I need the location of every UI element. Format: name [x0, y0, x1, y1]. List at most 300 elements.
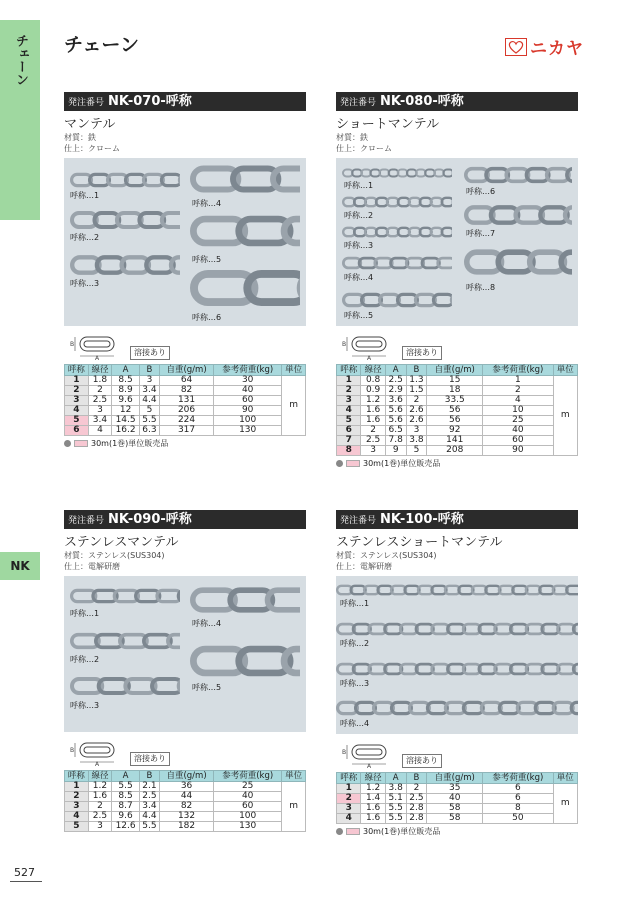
table-cell: 6: [483, 794, 553, 804]
chain-image: [190, 214, 300, 248]
table-cell: 18: [427, 386, 483, 396]
chain-label: 呼称…1: [70, 609, 100, 618]
weld-badge: 溶接あり: [402, 754, 442, 768]
table-cell: 44: [160, 792, 214, 802]
table-cell: 1.2: [361, 784, 385, 794]
chain-label: 呼称…6: [192, 313, 222, 322]
table-cell: 50: [483, 814, 553, 824]
table-cell: 2.5: [139, 792, 159, 802]
table-cell: 0.9: [361, 386, 385, 396]
table-cell: 1.4: [361, 794, 385, 804]
row-code: 4: [65, 812, 89, 822]
row-code: 2: [337, 386, 361, 396]
column-header: 線径: [88, 365, 112, 376]
link-dimension-icon: [342, 742, 394, 768]
table-cell: 2.8: [406, 804, 427, 814]
table-cell: 10: [483, 406, 553, 416]
table-cell: 40: [214, 792, 282, 802]
table-cell: 2.6: [406, 416, 427, 426]
side-tab-label: チェーン: [13, 34, 28, 86]
chain-photo: [336, 158, 578, 326]
table-cell: 12: [112, 406, 140, 416]
row-code: 2: [65, 792, 89, 802]
finish: 仕上：電解研磨: [336, 562, 392, 571]
table-cell: 2: [406, 784, 427, 794]
bullet-icon: [336, 828, 343, 835]
table-cell: 2.5: [406, 794, 427, 804]
link-diagram: [336, 334, 578, 360]
table-row: [337, 804, 578, 814]
table-cell: 206: [160, 406, 214, 416]
link-diagram: [64, 740, 306, 766]
table-cell: 2: [406, 396, 427, 406]
sale-note: [336, 458, 578, 469]
row-code: 1: [337, 784, 361, 794]
column-header: 単位: [282, 771, 306, 782]
chain-image: [190, 164, 300, 194]
table-cell: 2.5: [361, 436, 385, 446]
chain-image: [342, 226, 452, 238]
finish: 仕上：クローム: [336, 144, 392, 153]
material: 材質：ステンレス(SUS304): [336, 551, 437, 560]
table-cell: 1.2: [361, 396, 385, 406]
table-cell: 14.5: [112, 416, 140, 426]
table-cell: 3.4: [88, 416, 112, 426]
section-header: [64, 510, 306, 529]
table-cell: 2.5: [385, 376, 406, 386]
column-header: B: [139, 365, 159, 376]
table-row: [65, 396, 306, 406]
product-name: ステンレスマンテル: [64, 535, 179, 550]
chain-image: [342, 256, 452, 270]
table-row: [337, 814, 578, 824]
table-row: [337, 784, 578, 794]
row-code: 2: [65, 386, 89, 396]
link-diagram: [64, 334, 306, 360]
table-cell: 130: [214, 822, 282, 832]
table-cell: 2.9: [385, 386, 406, 396]
table-cell: 1.2: [88, 782, 112, 792]
order-code: NK-070-呼称: [108, 94, 192, 109]
brand-name: ニカヤ: [530, 39, 584, 59]
chain-label: 呼称…3: [70, 279, 100, 288]
column-header: 参考荷重(kg): [483, 773, 553, 784]
column-header: 参考荷重(kg): [214, 365, 282, 376]
table-row: [337, 794, 578, 804]
row-code: 2: [337, 794, 361, 804]
table-row: [65, 416, 306, 426]
order-code: NK-090-呼称: [108, 512, 192, 527]
chain-image: [342, 292, 452, 308]
column-header: 呼称: [337, 365, 361, 376]
table-cell: 90: [483, 446, 553, 456]
table-cell: 5: [406, 446, 427, 456]
chain-image: [464, 248, 572, 276]
column-header: 単位: [553, 773, 577, 784]
spec-table: [64, 364, 306, 436]
table-cell: 36: [160, 782, 214, 792]
link-dimension-icon: [70, 740, 122, 766]
table-cell: 9.6: [112, 812, 140, 822]
chain-image: [70, 676, 180, 696]
spec-table: [64, 770, 306, 832]
table-cell: 5.5: [139, 416, 159, 426]
table-row: [65, 782, 306, 792]
table-cell: 60: [214, 396, 282, 406]
table-cell: 40: [483, 426, 553, 436]
order-code: NK-100-呼称: [380, 512, 464, 527]
table-cell: 5: [139, 406, 159, 416]
chain-label: 呼称…6: [466, 187, 496, 196]
nk-tab: NK: [0, 552, 40, 580]
side-tab: [0, 20, 40, 220]
order-label: 発注番号: [340, 98, 377, 108]
table-cell: 8: [483, 804, 553, 814]
unit-cell: m: [282, 782, 306, 832]
table-row: [65, 386, 306, 396]
chain-label: 呼称…2: [340, 639, 370, 648]
chain-image: [70, 588, 180, 604]
product-name: ステンレスショートマンテル: [336, 535, 503, 550]
column-header: 自重(g/m): [160, 771, 214, 782]
table-cell: 3: [361, 446, 385, 456]
table-cell: 1: [483, 376, 553, 386]
table-cell: 1.6: [88, 792, 112, 802]
chain-image: [336, 584, 578, 596]
link-diagram: [336, 742, 578, 768]
chain-photo: [64, 158, 306, 326]
section-nk-070: [64, 92, 306, 449]
column-header: 呼称: [65, 365, 89, 376]
order-label: 発注番号: [68, 516, 105, 526]
row-code: 6: [65, 426, 89, 436]
table-cell: 8.5: [112, 376, 140, 386]
table-cell: 130: [214, 426, 282, 436]
chain-label: 呼称…2: [344, 211, 374, 220]
chain-label: 呼称…1: [70, 191, 100, 200]
table-cell: 4.4: [139, 812, 159, 822]
page-title: チェーン: [64, 34, 140, 56]
svg-text:A: A: [367, 355, 372, 360]
table-cell: 6: [483, 784, 553, 794]
column-header: 自重(g/m): [160, 365, 214, 376]
chain-label: 呼称…5: [344, 311, 374, 320]
table-cell: 2.1: [139, 782, 159, 792]
table-cell: 8.7: [112, 802, 140, 812]
chain-image: [70, 632, 180, 650]
weld-badge: 溶接あり: [130, 346, 170, 360]
table-cell: 15: [427, 376, 483, 386]
table-cell: 2.6: [406, 406, 427, 416]
table-row: [65, 792, 306, 802]
column-header: 線径: [361, 365, 385, 376]
table-cell: 3: [88, 822, 112, 832]
row-code: 1: [337, 376, 361, 386]
row-code: 3: [337, 396, 361, 406]
table-cell: 8.9: [112, 386, 140, 396]
page-number-rule: [10, 881, 42, 882]
table-cell: 1.6: [361, 814, 385, 824]
row-code: 3: [337, 804, 361, 814]
table-cell: 8.5: [112, 792, 140, 802]
table-cell: 0.8: [361, 376, 385, 386]
column-header: 単位: [282, 365, 306, 376]
table-cell: 3: [139, 376, 159, 386]
column-header: 線径: [361, 773, 385, 784]
table-cell: 92: [427, 426, 483, 436]
order-code: NK-080-呼称: [380, 94, 464, 109]
chain-image: [190, 268, 300, 308]
table-cell: 6.3: [139, 426, 159, 436]
unit-cell: m: [282, 376, 306, 436]
chain-image: [190, 644, 300, 678]
table-row: [337, 426, 578, 436]
chain-image: [70, 210, 180, 230]
table-cell: 3.8: [385, 784, 406, 794]
svg-text:A: A: [95, 761, 100, 766]
table-cell: 2.5: [88, 396, 112, 406]
table-cell: 35: [427, 784, 483, 794]
table-cell: 3.4: [139, 386, 159, 396]
chain-image: [70, 172, 180, 188]
spec-table: [336, 364, 578, 456]
table-cell: 2.5: [88, 812, 112, 822]
finish: 仕上：クローム: [64, 144, 120, 153]
unit-cell: m: [553, 784, 577, 824]
section-header: [64, 92, 306, 111]
table-cell: 30: [214, 376, 282, 386]
table-cell: 9: [385, 446, 406, 456]
product-name: ショートマンテル: [336, 117, 440, 132]
svg-text:B: B: [70, 747, 75, 754]
table-cell: 4: [483, 396, 553, 406]
chain-photo: [64, 576, 306, 732]
row-code: 4: [337, 406, 361, 416]
table-cell: 3.6: [385, 396, 406, 406]
row-code: 5: [65, 416, 89, 426]
chain-label: 呼称…3: [70, 701, 100, 710]
table-cell: 5.5: [385, 804, 406, 814]
column-header: 参考荷重(kg): [483, 365, 553, 376]
table-cell: 5.5: [139, 822, 159, 832]
section-header: [336, 510, 578, 529]
unit-cell: m: [553, 376, 577, 456]
row-code: 5: [65, 822, 89, 832]
column-header: A: [112, 365, 140, 376]
table-cell: 100: [214, 812, 282, 822]
svg-text:B: B: [342, 749, 347, 756]
pink-swatch: [346, 460, 360, 467]
table-cell: 16.2: [112, 426, 140, 436]
chain-label: 呼称…4: [192, 199, 222, 208]
table-cell: 60: [483, 436, 553, 446]
table-cell: 64: [160, 376, 214, 386]
note-text: 30m(1巻)単位販売品: [363, 459, 441, 468]
chain-label: 呼称…3: [344, 241, 374, 250]
material: 材質：鉄: [336, 133, 368, 142]
table-row: [65, 426, 306, 436]
column-header: 単位: [553, 365, 577, 376]
brand-logo: [505, 34, 584, 59]
heart-icon: [505, 38, 527, 56]
svg-text:B: B: [342, 341, 347, 348]
table-cell: 82: [160, 386, 214, 396]
table-cell: 2: [88, 386, 112, 396]
table-cell: 33.5: [427, 396, 483, 406]
table-row: [65, 802, 306, 812]
section-nk-100: [336, 510, 578, 837]
column-header: A: [385, 365, 406, 376]
weld-badge: 溶接あり: [402, 346, 442, 360]
row-code: 3: [65, 802, 89, 812]
chain-label: 呼称…3: [340, 679, 370, 688]
link-dimension-icon: [342, 334, 394, 360]
table-cell: 6.5: [385, 426, 406, 436]
table-cell: 182: [160, 822, 214, 832]
table-cell: 317: [160, 426, 214, 436]
table-cell: 2: [361, 426, 385, 436]
chain-image: [336, 700, 578, 716]
column-header: A: [112, 771, 140, 782]
table-cell: 5.1: [385, 794, 406, 804]
table-cell: 25: [483, 416, 553, 426]
pink-swatch: [346, 828, 360, 835]
chain-image: [342, 168, 452, 178]
table-row: [337, 406, 578, 416]
table-cell: 40: [214, 386, 282, 396]
row-code: 3: [65, 396, 89, 406]
table-cell: 58: [427, 804, 483, 814]
chain-label: 呼称…4: [344, 273, 374, 282]
chain-image: [464, 204, 572, 226]
svg-text:B: B: [70, 341, 75, 348]
row-code: 4: [65, 406, 89, 416]
spec-table: [336, 772, 578, 824]
section-header: [336, 92, 578, 111]
table-row: [65, 376, 306, 386]
table-cell: 132: [160, 812, 214, 822]
table-row: [65, 406, 306, 416]
column-header: 呼称: [65, 771, 89, 782]
sale-note: [64, 438, 306, 449]
row-code: 5: [337, 416, 361, 426]
table-cell: 1.3: [406, 376, 427, 386]
column-header: B: [406, 773, 427, 784]
order-label: 発注番号: [68, 98, 105, 108]
product-name: マンテル: [64, 117, 116, 132]
table-cell: 1.6: [361, 416, 385, 426]
column-header: 参考荷重(kg): [214, 771, 282, 782]
table-cell: 4.4: [139, 396, 159, 406]
chain-image: [70, 254, 180, 276]
table-cell: 2.8: [406, 814, 427, 824]
chain-label: 呼称…5: [192, 683, 222, 692]
chain-label: 呼称…2: [70, 233, 100, 242]
table-cell: 2: [88, 802, 112, 812]
table-row: [65, 822, 306, 832]
chain-image: [190, 586, 300, 614]
chain-image: [336, 622, 578, 636]
material: 材質：鉄: [64, 133, 96, 142]
row-code: 8: [337, 446, 361, 456]
column-header: B: [406, 365, 427, 376]
bullet-icon: [336, 460, 343, 467]
table-cell: 25: [214, 782, 282, 792]
column-header: 線径: [88, 771, 112, 782]
svg-text:A: A: [367, 763, 372, 768]
table-row: [337, 436, 578, 446]
chain-label: 呼称…5: [192, 255, 222, 264]
table-cell: 5.5: [112, 782, 140, 792]
row-code: 4: [337, 814, 361, 824]
table-cell: 1.6: [361, 406, 385, 416]
table-cell: 9.6: [112, 396, 140, 406]
row-code: 7: [337, 436, 361, 446]
chain-label: 呼称…2: [70, 655, 100, 664]
table-cell: 56: [427, 406, 483, 416]
table-cell: 3: [88, 406, 112, 416]
table-cell: 1.5: [406, 386, 427, 396]
material: 材質：ステンレス(SUS304): [64, 551, 165, 560]
link-dimension-icon: [70, 334, 122, 360]
table-cell: 90: [214, 406, 282, 416]
chain-label: 呼称…1: [344, 181, 374, 190]
chain-label: 呼称…8: [466, 283, 496, 292]
table-cell: 5.5: [385, 814, 406, 824]
table-cell: 2: [483, 386, 553, 396]
table-cell: 4: [88, 426, 112, 436]
table-cell: 1.6: [361, 804, 385, 814]
table-cell: 40: [427, 794, 483, 804]
chain-label: 呼称…7: [466, 229, 496, 238]
finish: 仕上：電解研磨: [64, 562, 120, 571]
table-cell: 3.4: [139, 802, 159, 812]
row-code: 1: [65, 376, 89, 386]
table-row: [337, 446, 578, 456]
table-cell: 100: [214, 416, 282, 426]
column-header: B: [139, 771, 159, 782]
table-row: [337, 376, 578, 386]
chain-image: [342, 196, 452, 208]
column-header: A: [385, 773, 406, 784]
note-text: 30m(1巻)単位販売品: [91, 439, 169, 448]
chain-label: 呼称…4: [192, 619, 222, 628]
table-cell: 1.8: [88, 376, 112, 386]
column-header: 自重(g/m): [427, 365, 483, 376]
table-cell: 224: [160, 416, 214, 426]
table-row: [337, 416, 578, 426]
table-cell: 5.6: [385, 416, 406, 426]
svg-text:A: A: [95, 355, 100, 360]
table-cell: 60: [214, 802, 282, 812]
chain-label: 呼称…1: [340, 599, 370, 608]
table-row: [337, 396, 578, 406]
table-cell: 131: [160, 396, 214, 406]
column-header: 呼称: [337, 773, 361, 784]
table-cell: 7.8: [385, 436, 406, 446]
table-cell: 208: [427, 446, 483, 456]
table-cell: 58: [427, 814, 483, 824]
table-row: [337, 386, 578, 396]
table-cell: 3: [406, 426, 427, 436]
page-number: 527: [14, 866, 35, 879]
table-cell: 141: [427, 436, 483, 446]
table-cell: 82: [160, 802, 214, 812]
table-cell: 5.6: [385, 406, 406, 416]
table-cell: 3.8: [406, 436, 427, 446]
row-code: 1: [65, 782, 89, 792]
column-header: 自重(g/m): [427, 773, 483, 784]
